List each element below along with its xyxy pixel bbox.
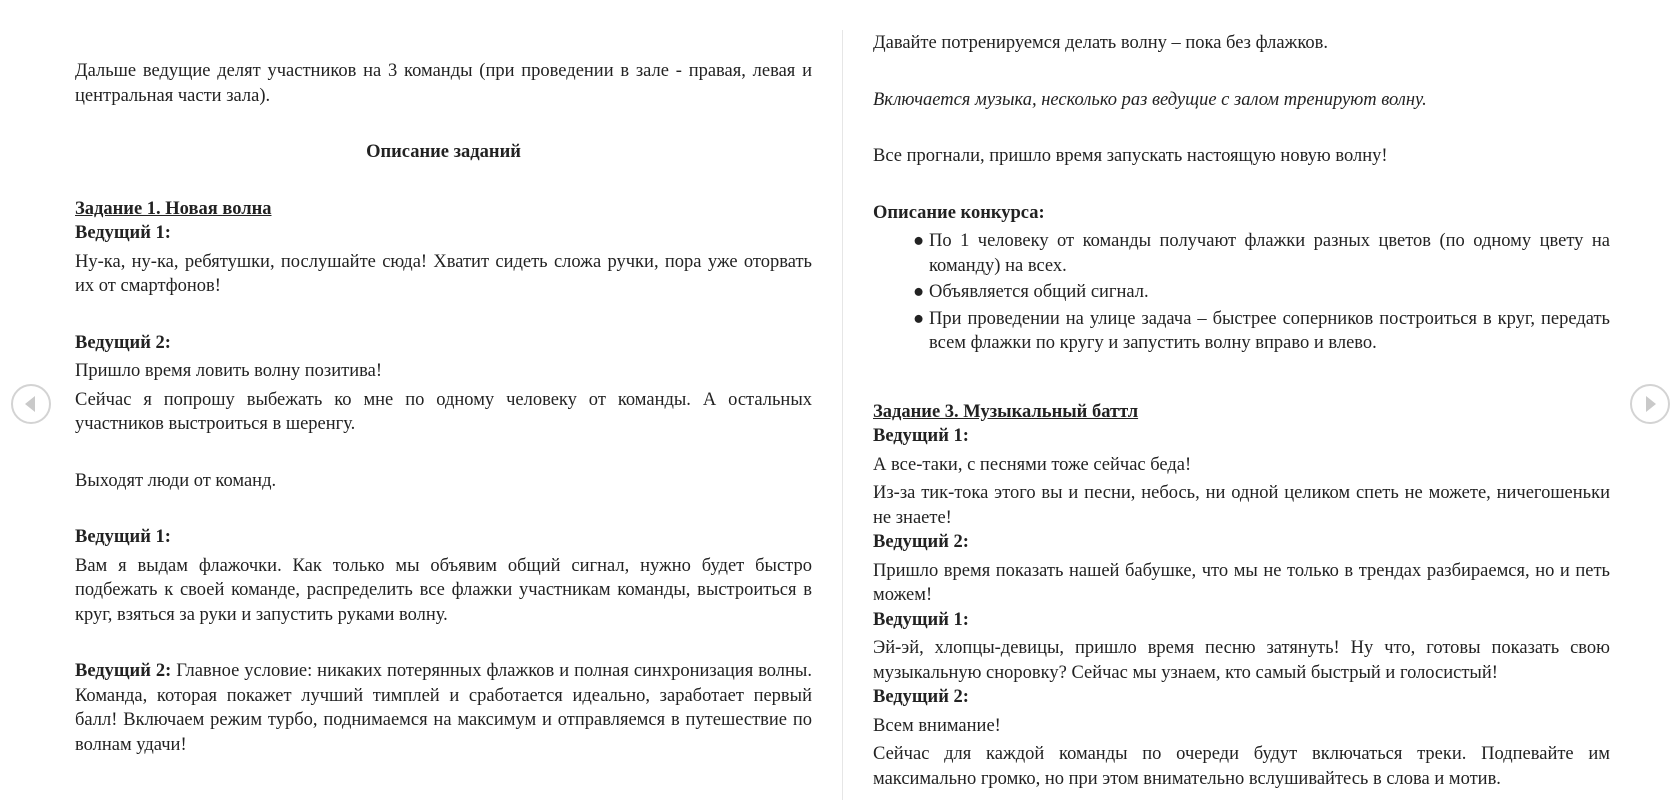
contest-rules-list	[873, 229, 1610, 356]
document-page-left	[75, 59, 812, 757]
host-2-speech-line-2: Сейчас для каждой команды по очереди будут включаться треки. Подпевайте им максимально громко, но при этом внимательно вслушивайтесь в слова и мотив.	[873, 744, 1610, 789]
contest-description-title: Описание конкурса:	[873, 202, 1045, 223]
prev-page-button[interactable]	[11, 384, 51, 424]
host-1-speech-line-1: А все-таки, с песнями тоже сейчас беда!	[873, 454, 1192, 475]
host-1-label: Ведущий 1:	[75, 223, 171, 243]
bullet-icon: ●	[913, 308, 925, 329]
intro-paragraph: Дальше ведущие делят участников на 3 команды (при проведении в зале - правая, левая и центральная части зала).	[75, 61, 812, 106]
section-title: Описание заданий	[366, 142, 521, 162]
host-2-speech: Пришло время показать нашей бабушке, что мы не только в трендах разбираемся, но и петь можем!	[873, 560, 1610, 605]
host-1-speech: Ну-ка, ну-ка, ребятушки, послушайте сюда! Хватит сидеть сложа ручки, пора уже оторвать их от смартфонов!	[75, 251, 812, 296]
host-2-label: Ведущий 2:	[873, 687, 969, 707]
host-1-label: Ведущий 1:	[873, 426, 969, 446]
chevron-right-icon	[1632, 386, 1668, 422]
list-item: ● Объявляется общий сигнал.	[913, 280, 1610, 305]
host-1-speech: Вам я выдам флажочки. Как только мы объявим общий сигнал, нужно будет быстро подбежать к своей команде, распределить все флажки участникам команды, выстроиться в круг, взяться за руки и запустить руками волну.	[75, 555, 812, 625]
next-page-button[interactable]	[1630, 384, 1670, 424]
stage-direction: Выходят люди от команд.	[75, 470, 277, 491]
host-2-label: Ведущий 2:	[75, 332, 171, 353]
host-1-speech: Эй-эй, хлопцы-девицы, пришло время песню затянуть! Ну что, готовы показать свою музыкальную сноровку? Сейчас мы узнаем, кто самый быстрый и голосистый!	[873, 638, 1610, 683]
bullet-icon: ●	[913, 231, 925, 251]
list-item: ● При проведении на улице задача – быстрее соперников построиться в круг, передать всем флажки по кругу и запустить волну вправо и влево.	[913, 308, 1610, 353]
bullet-icon: ●	[913, 282, 925, 302]
host-2-label: Ведущий 2:	[873, 532, 969, 552]
document-page-right	[873, 31, 1610, 791]
host-1-speech-line-2: Из-за тик-тока этого вы и песни, небось, ни одной целиком спеть не можете, ничегошеньки не знаете!	[873, 483, 1610, 528]
host-2-speech-line-1: Всем внимание!	[873, 715, 1001, 736]
task-1-title: Задание 1. Новая волна	[75, 198, 272, 219]
chevron-left-icon	[13, 386, 49, 422]
host-2-speech-line-2: Сейчас я попрошу выбежать ко мне по одному человеку от команды. А остальных участников выстроиться в шеренгу.	[75, 389, 812, 434]
start-real-wave-paragraph: Все прогнали, пришло время запускать настоящую новую волну!	[873, 146, 1388, 166]
list-item: ● По 1 человеку от команды получают флажки разных цветов (по одному цвету на команду) на всех.	[913, 231, 1610, 276]
music-stage-direction: Включается музыка, несколько раз ведущие с залом тренируют волну.	[873, 89, 1427, 110]
host-2-speech: Главное условие: никаких потерянных флажков и полная синхронизация волны. Команда, которая покажет лучший тимплей и сработается идеально, заработает первый балл! Включаем режим турбо, поднимаемся на максимум и отправляемся в путешествие по волнам удачи!	[75, 661, 812, 755]
host-2-paragraph	[75, 659, 812, 757]
host-2-label: Ведущий 2:	[75, 661, 172, 681]
page-divider	[842, 30, 843, 800]
task-3-title: Задание 3. Музыкальный баттл	[873, 401, 1139, 422]
host-1-label: Ведущий 1:	[75, 527, 171, 547]
host-1-label: Ведущий 1:	[873, 609, 969, 630]
practice-paragraph: Давайте потренируемся делать волну – пока без флажков.	[873, 33, 1328, 53]
host-2-speech-line-1: Пришло время ловить волну позитива!	[75, 361, 382, 381]
